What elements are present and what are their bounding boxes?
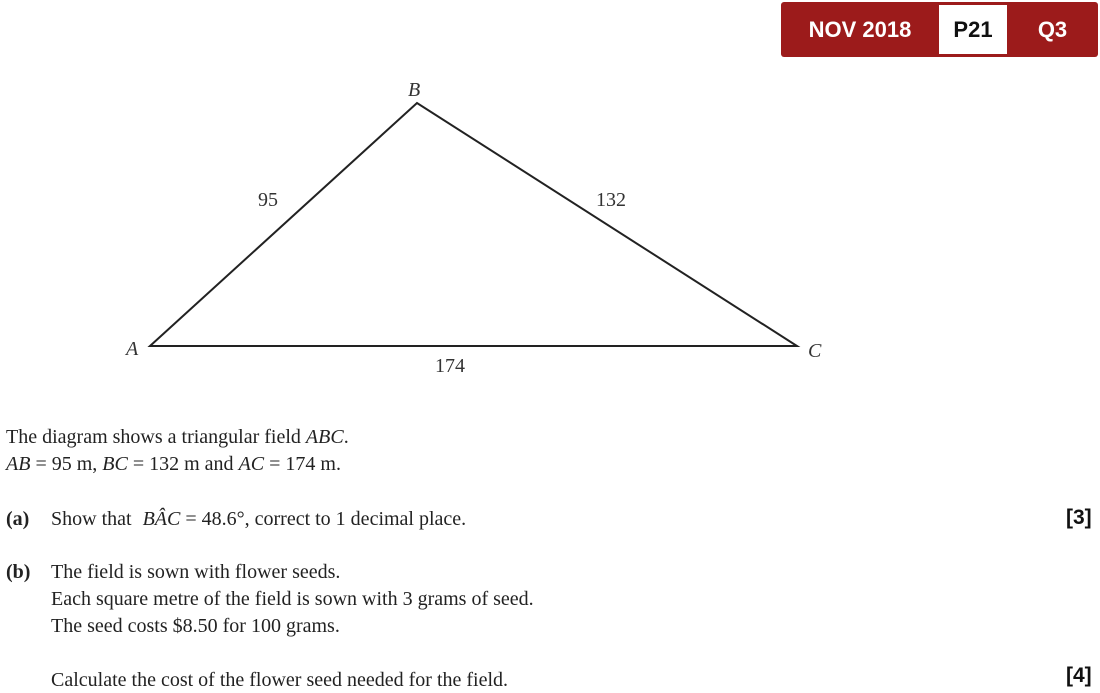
part-b-marks: [4] [1066,664,1092,687]
vertex-b-label: B [408,79,421,101]
side-ac-length: 174 [435,355,465,377]
bc-value: = 132 m and [127,453,239,475]
part-a-text-before: Show that [51,508,137,530]
part-b-question: Calculate the cost of the flower seed needed for the field. [51,669,509,691]
vertex-a-label: A [126,338,139,360]
bc-name: BC [102,453,128,475]
intro-text: The diagram shows a triangular field [6,426,306,448]
part-b-line-2: Each square metre of the field is sown with 3 grams of seed. [51,588,534,610]
part-a-marks: [3] [1066,506,1092,529]
part-b-line-1: The field is sown with flower seeds. [51,561,341,583]
ab-value: = 95 m, [30,453,103,475]
paper-number-label: P21 [939,5,1007,54]
part-a-text [51,506,466,532]
intro-line-2 [6,451,341,477]
part-a-label: (a) [6,508,30,530]
part-b-label: (b) [6,561,31,583]
part-a-text-after: = 48.6°, correct to 1 decimal place. [180,508,467,530]
vertex-c-label: C [808,340,822,362]
field-name: ABC [305,426,344,448]
ac-name: AC [238,453,265,475]
angle-bac: BÂC [142,508,181,530]
part-a [6,506,29,532]
ab-name: AB [6,453,31,475]
side-bc-length: 132 [596,189,626,211]
ac-value: = 174 m. [264,453,341,475]
triangle-abc [150,103,797,346]
question-number-label: Q3 [1037,16,1068,42]
exam-session-label: NOV 2018 [808,16,912,42]
side-ab-length: 95 [258,189,278,211]
intro-line-1 [6,424,349,450]
part-b-line-3: The seed costs $8.50 for 100 grams. [51,615,340,637]
intro-end: . [343,426,349,448]
part-b [6,559,30,585]
